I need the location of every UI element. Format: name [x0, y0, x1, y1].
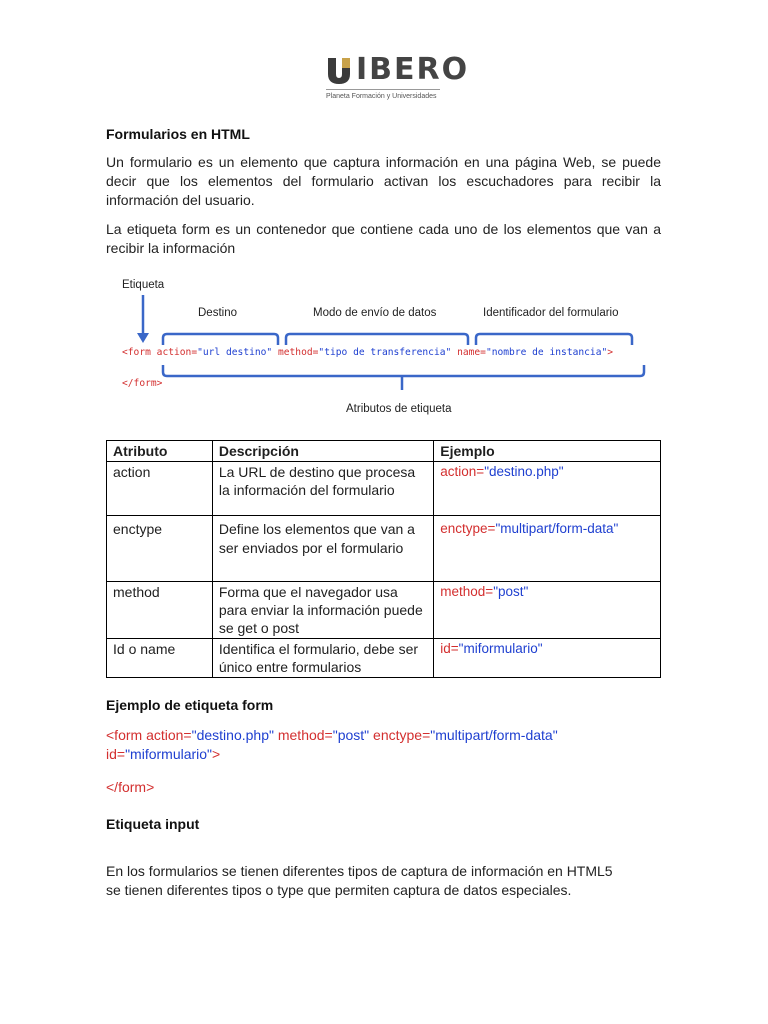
table-row: [107, 516, 661, 582]
section-title-ejemplo: Ejemplo de etiqueta form: [106, 697, 274, 713]
example-form-open: <form: [106, 727, 147, 743]
diagram-code-end: </form>: [122, 378, 163, 389]
code-form-open: <form: [122, 347, 151, 358]
code-action-value: "url destino": [197, 347, 273, 358]
example-code-line-2: [106, 745, 220, 764]
table-cell-desc: Define los elementos que van a ser enviados por el formulario: [212, 516, 433, 582]
table-cell-attr: action: [107, 462, 213, 516]
table-row: [107, 639, 661, 678]
example-value-id: "miformulario": [125, 746, 213, 762]
diagram-label-atributos: Atributos de etiqueta: [346, 403, 452, 415]
example-value: "destino.php": [484, 464, 564, 479]
example-gt: >: [212, 746, 221, 762]
example-attr: action=: [440, 464, 485, 479]
code-name-value: "nombre de instancia": [485, 347, 608, 358]
code-name-attr: name=: [457, 347, 486, 358]
code-method-attr: method=: [277, 347, 319, 358]
example-attr-action: action=: [146, 727, 192, 743]
code-action-attr: action=: [156, 347, 198, 358]
table-cell-attr: enctype: [107, 516, 213, 582]
paragraph-intro: Un formulario es un elemento que captura información en una página Web, se puede decir que los elementos del formulario activan los escuchadores para recibir la información del usuario.: [106, 154, 661, 208]
table-cell-example: [434, 462, 661, 516]
example-attr: id=: [440, 641, 459, 656]
diagram-label-modo: Modo de envío de datos: [313, 307, 437, 319]
paragraph-input: En los formularios se tienen diferentes tipos de captura de información en HTML5 se tienen diferentes tipos o type que permiten captura de datos especiales.: [106, 863, 613, 898]
table-header: Atributo: [107, 441, 213, 462]
example-value: "multipart/form-data": [495, 521, 619, 536]
code-close-bracket: >: [607, 347, 614, 358]
table-header: Ejemplo: [434, 441, 661, 462]
table-header-row: [107, 441, 661, 462]
example-attr-enctype: enctype=: [369, 727, 431, 743]
attributes-table: [106, 440, 661, 678]
code-method-value: "tipo de transferencia": [318, 347, 452, 358]
diagram-label-destino: Destino: [198, 307, 237, 319]
example-attr: enctype=: [440, 521, 496, 536]
example-value-enctype: "multipart/form-data": [430, 727, 558, 743]
example-value: "miformulario": [458, 641, 543, 656]
table-header: Descripción: [212, 441, 433, 462]
example-attr-id: id=: [106, 746, 126, 762]
table-cell-example: [434, 582, 661, 639]
example-attr: method=: [440, 584, 494, 599]
example-code-line-1: [106, 726, 558, 745]
table-cell-desc: Identifica el formulario, debe ser único entre formularios: [212, 639, 433, 678]
table-row: [107, 462, 661, 516]
logo-subtitle: Planeta Formación y Universidades: [326, 93, 437, 100]
diagram-label-identificador: Identificador del formulario: [483, 307, 619, 319]
table-row: [107, 582, 661, 639]
example-value-method: "post": [332, 727, 370, 743]
section-title-input: Etiqueta input: [106, 816, 200, 832]
example-attr-method: method=: [273, 727, 333, 743]
example-value-action: "destino.php": [191, 727, 274, 743]
section-title-formularios: Formularios en HTML: [106, 126, 250, 142]
table-cell-desc: La URL de destino que procesa la información del formulario: [212, 462, 433, 516]
table-cell-attr: Id o name: [107, 639, 213, 678]
example-value: "post": [493, 584, 529, 599]
diagram-label-etiqueta: Etiqueta: [122, 279, 165, 291]
table-cell-attr: method: [107, 582, 213, 639]
diagram-code-line: [122, 347, 613, 358]
logo-brand: IBERO: [356, 52, 470, 87]
table-cell-example: [434, 516, 661, 582]
table-cell-example: [434, 639, 661, 678]
paragraph-form-tag: La etiqueta form es un contenedor que contiene cada uno de los elementos que van a recibir la información: [106, 221, 661, 256]
table-cell-desc: Forma que el navegador usa para enviar la información puede se get o post: [212, 582, 433, 639]
example-form-end: </form>: [106, 779, 155, 795]
